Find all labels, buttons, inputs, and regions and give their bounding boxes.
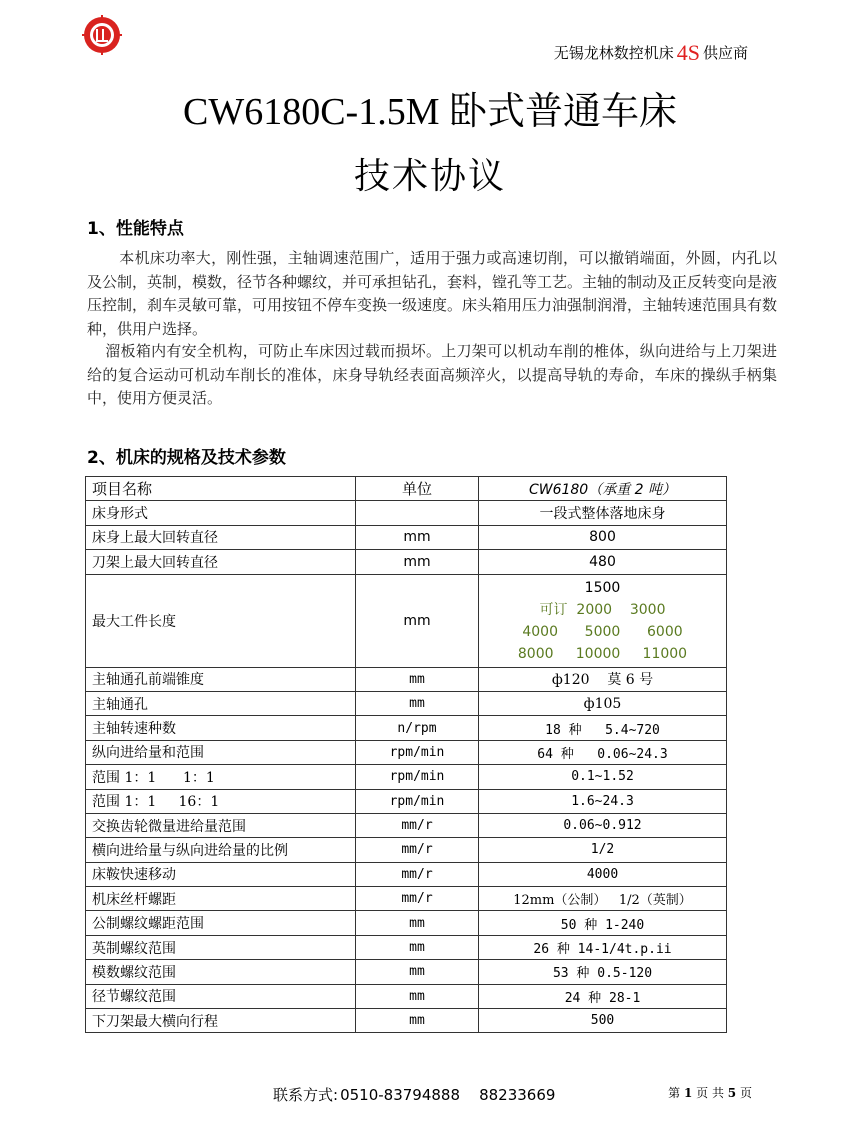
table-row	[86, 838, 727, 862]
table-row	[86, 574, 727, 667]
row-unit	[356, 501, 479, 525]
table-row	[86, 765, 727, 789]
row-unit: rpm/min	[356, 765, 479, 789]
row-value: 53 种 0.5-120	[479, 960, 727, 984]
row-value: 480	[479, 550, 727, 574]
row-name: 范围 1：1 16：1	[86, 789, 356, 813]
length-option-line: 8000 10000 11000	[517, 645, 688, 662]
table-row	[86, 1009, 727, 1033]
table-row	[86, 813, 727, 837]
row-name: 径节螺纹范围	[86, 984, 356, 1008]
table-row	[86, 862, 727, 886]
table-row	[86, 716, 727, 740]
table-row	[86, 789, 727, 813]
page-suffix: 页	[739, 1086, 752, 1100]
row-unit: mm	[356, 1009, 479, 1033]
row-value: 12mm（公制） 1/2（英制）	[479, 887, 727, 911]
page-prefix: 第	[668, 1086, 681, 1100]
phone-1: 0510-83794888	[340, 1086, 460, 1104]
header-name: 项目名称	[86, 477, 356, 501]
footer-contact	[273, 1084, 555, 1105]
row-unit: mm	[356, 911, 479, 935]
row-value: 1.6~24.3	[479, 789, 727, 813]
contact-label: 联系方式:	[273, 1086, 339, 1104]
row-value: 一段式整体落地床身	[479, 501, 727, 525]
header-unit: 单位	[356, 477, 479, 501]
section-heading-specs: 2、机床的规格及技术参数	[87, 448, 286, 468]
row-name: 刀架上最大回转直径	[86, 550, 356, 574]
features-paragraph-1	[87, 247, 777, 341]
row-value: 500	[479, 1009, 727, 1033]
table-row	[86, 691, 727, 715]
row-name: 机床丝杆螺距	[86, 887, 356, 911]
page-total: 5	[727, 1086, 737, 1100]
row-name: 主轴通孔	[86, 691, 356, 715]
supplier-label: 供应商	[702, 44, 748, 62]
row-unit: mm	[356, 960, 479, 984]
document-subtitle: 技术协议	[353, 156, 506, 197]
row-value: 0.1~1.52	[479, 765, 727, 789]
row-unit: mm	[356, 984, 479, 1008]
features-paragraph-2	[87, 340, 777, 411]
table-row	[86, 525, 727, 549]
table-row	[86, 911, 727, 935]
row-unit: mm/r	[356, 887, 479, 911]
table-row	[86, 984, 727, 1008]
row-name: 主轴转速种数	[86, 716, 356, 740]
page-mid: 页 共	[696, 1086, 724, 1100]
row-unit: mm/r	[356, 862, 479, 886]
fours-label: 4S	[676, 40, 700, 65]
length-option-line: 4000 5000 6000	[522, 623, 683, 640]
row-name: 横向进给量与纵向进给量的比例	[86, 838, 356, 862]
row-unit: rpm/min	[356, 740, 479, 764]
page-current: 1	[683, 1086, 693, 1100]
row-unit: mm	[356, 574, 479, 667]
row-name: 最大工件长度	[86, 574, 356, 667]
table-row	[86, 887, 727, 911]
row-value: 64 种 0.06~24.3	[479, 740, 727, 764]
row-value	[479, 574, 727, 667]
row-name: 床身形式	[86, 501, 356, 525]
row-unit: mm/r	[356, 838, 479, 862]
row-unit: n/rpm	[356, 716, 479, 740]
row-value: 1/2	[479, 838, 727, 862]
row-unit: mm/r	[356, 813, 479, 837]
row-value: 800	[479, 525, 727, 549]
header-value: CW6180（承重 2 吨）	[479, 477, 727, 501]
header-company	[554, 40, 748, 66]
phone-2: 88233669	[479, 1086, 556, 1104]
table-row	[86, 935, 727, 959]
row-name: 下刀架最大横向行程	[86, 1009, 356, 1033]
spec-table	[85, 476, 727, 1033]
row-value: 0.06~0.912	[479, 813, 727, 837]
row-value: 26 种 14-1/4t.p.ii	[479, 935, 727, 959]
row-value: 50 种 1-240	[479, 911, 727, 935]
table-row	[86, 740, 727, 764]
table-row	[86, 667, 727, 691]
row-name: 模数螺纹范围	[86, 960, 356, 984]
row-name: 交换齿轮微量进给量范围	[86, 813, 356, 837]
features-paragraph-2-text: 溜板箱内有安全机构，可防止车床因过载而损坏。上刀架可以机动车削的椎体，纵向进给与上刀架进给的复合运动可机动车削长的准体，床身导轨经表面高频淬火，以提高导轨的寿命，车床的操纵手柄集中，使用方便灵活。	[87, 342, 777, 407]
row-name: 主轴通孔前端锥度	[86, 667, 356, 691]
document-title: CW6180C-1.5M 卧式普通车床	[182, 91, 677, 133]
features-paragraph-1-text: 本机床功率大，刚性强，主轴调速范围广，适用于强力或高速切削，可以撤销端面，外圆，内孔以及公制，英制，模数，径节各种螺纹，并可承担钻孔，套料，镗孔等工艺。主轴的制动及正反转变向是液压控制，刹车灵敏可靠，可用按钮不停车变换一级速度。床头箱用压力油强制润滑，主轴转速范围具有数种，供用户选择。	[87, 249, 778, 338]
row-value: ф120 莫 6 号	[479, 667, 727, 691]
table-row	[86, 960, 727, 984]
table-header-row	[86, 477, 727, 501]
company-name: 无锡龙林数控机床	[553, 44, 674, 62]
length-standard: 1500	[584, 579, 621, 596]
row-unit: mm	[356, 935, 479, 959]
row-unit: mm	[356, 691, 479, 715]
row-value: 4000	[479, 862, 727, 886]
row-unit: mm	[356, 550, 479, 574]
row-name: 床鞍快速移动	[86, 862, 356, 886]
table-row	[86, 501, 727, 525]
row-value: ф105	[479, 691, 727, 715]
row-name: 公制螺纹螺距范围	[86, 911, 356, 935]
table-row	[86, 550, 727, 574]
section-heading-features: 1、性能特点	[87, 219, 184, 239]
row-value: 18 种 5.4~720	[479, 716, 727, 740]
length-option-line: 可订 2000 3000	[539, 601, 666, 618]
page-number	[668, 1084, 752, 1101]
row-name: 范围 1：1 1：1	[86, 765, 356, 789]
row-value: 24 种 28-1	[479, 984, 727, 1008]
row-unit: mm	[356, 525, 479, 549]
row-unit: rpm/min	[356, 789, 479, 813]
row-name: 床身上最大回转直径	[86, 525, 356, 549]
row-name: 英制螺纹范围	[86, 935, 356, 959]
row-name: 纵向进给量和范围	[86, 740, 356, 764]
company-logo-icon	[82, 15, 122, 55]
row-unit: mm	[356, 667, 479, 691]
